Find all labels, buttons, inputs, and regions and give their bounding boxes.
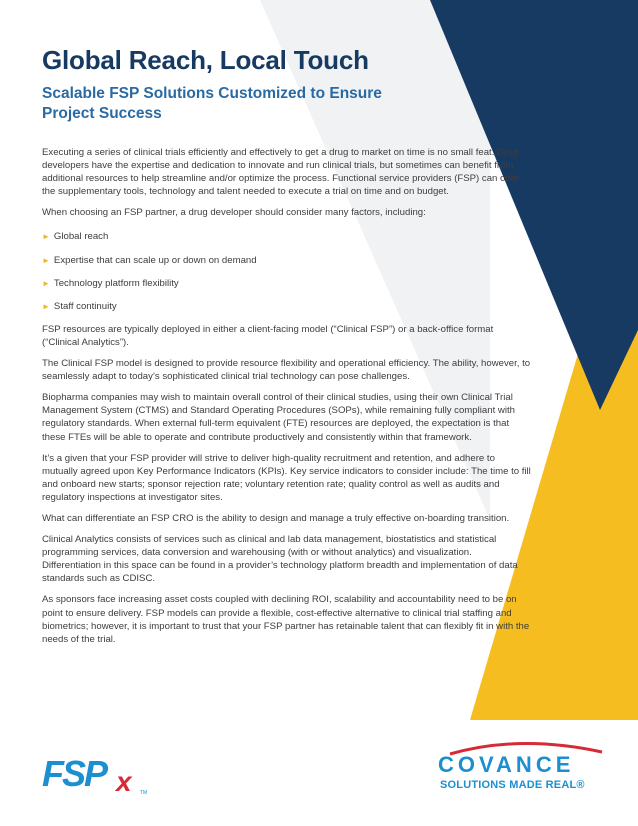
fspx-logo-main: FSP: [42, 753, 107, 794]
lead-paragraph: When choosing an FSP partner, a drug developer should consider many factors, including:: [42, 207, 426, 219]
body-paragraph: Biopharma companies may wish to maintain overall control of their clinical studies, using their own Clinical Trial Management System (CTMS) and Standard Operating Procedures (SOPs), while remaining fully compliant with regulatory standards. When external full-term equivalent (FTE) resources are deployed, the expectation is that these FTEs will be able to operate and contribute productively and consistently within that framework.: [42, 392, 515, 443]
body-paragraph: What can differentiate an FSP CRO is the ability to design and manage a truly effective on-boarding transition.: [42, 512, 510, 524]
triangle-bullet-icon: ►: [42, 255, 50, 265]
main-content: [42, 44, 532, 654]
bullet-text: Expertise that can scale up or down on demand: [53, 254, 257, 266]
body-paragraph: The Clinical FSP model is designed to provide resource flexibility and operational efficiency. The ability, however, to seamlessly adapt to today’s sophisticated clinical trial technology can pose challenges.: [42, 358, 531, 383]
body-paragraph: As sponsors face increasing asset costs coupled with declining ROI, scalability and accountability need to be on point to ensure delivery. FSP models can provide a flexible, cost-effective alternative to clinical trial staffing and biometrics; however, it is important to trust that your FSP partner has retainable talent that can flexibly fit in with the needs of the trial.: [42, 594, 530, 645]
covance-wordmark: COVANCE: [438, 752, 575, 777]
article-body: [42, 146, 532, 646]
body-paragraph: Clinical Analytics consists of services such as clinical and lab data management, biostatistics and statistical programming services, data conversion and warehousing (with or without analytics) and visualization. Differentiation in this space can be found in a provider’s technology platform breadth and implementation of data standards such as CDISC.: [42, 534, 518, 585]
bullet-text: Technology platform flexibility: [53, 277, 179, 289]
fspx-logo: [42, 752, 152, 796]
body-paragraph: FSP resources are typically deployed in either a client-facing model (“Clinical FSP”) or a back-office format (“Clinical Analytics”).: [42, 323, 494, 348]
covance-tagline: SOLUTIONS MADE REAL®: [440, 779, 585, 791]
triangle-bullet-icon: ►: [42, 301, 50, 311]
bullet-item: [42, 277, 532, 290]
covance-logo: [430, 740, 610, 800]
page-subtitle: Scalable FSP Solutions Customized to Ensure Project Success: [42, 85, 382, 122]
bullet-item: [42, 230, 532, 243]
triangle-bullet-icon: ►: [42, 278, 50, 288]
bullet-item: [42, 254, 532, 267]
fspx-logo-x: x: [116, 766, 132, 797]
triangle-bullet-icon: ►: [42, 232, 50, 242]
bullet-text: Global reach: [53, 231, 109, 243]
intro-paragraph: Executing a series of clinical trials efficiently and effectively to get a drug to market on time is no small feat. Drug developers have the expertise and dedication to innovate and run clinical trials, but sometimes can benefit from additional resources to help streamline and/or optimize the process. Functional service providers (FSP) can offer the supplementary tools, technology and talent needed to execute a trial on time and on budget.: [42, 147, 520, 198]
footer: [0, 740, 638, 826]
bullet-item: [42, 300, 532, 313]
body-paragraph: It’s a given that your FSP provider will strive to deliver high-quality recruitment and retention, and adhere to mutually agreed upon Key Performance Indicators (KPIs). Key service indicators to consider include: The time to fill and onboard new starts; sponsor rejection rate; voluntary retention rate; quality control as well as audits and regulatory inspections at investigator sites.: [42, 452, 531, 503]
bullet-text: Staff continuity: [53, 300, 117, 312]
page-title: Global Reach, Local Touch: [42, 45, 369, 75]
fspx-trademark: TM: [140, 790, 148, 796]
